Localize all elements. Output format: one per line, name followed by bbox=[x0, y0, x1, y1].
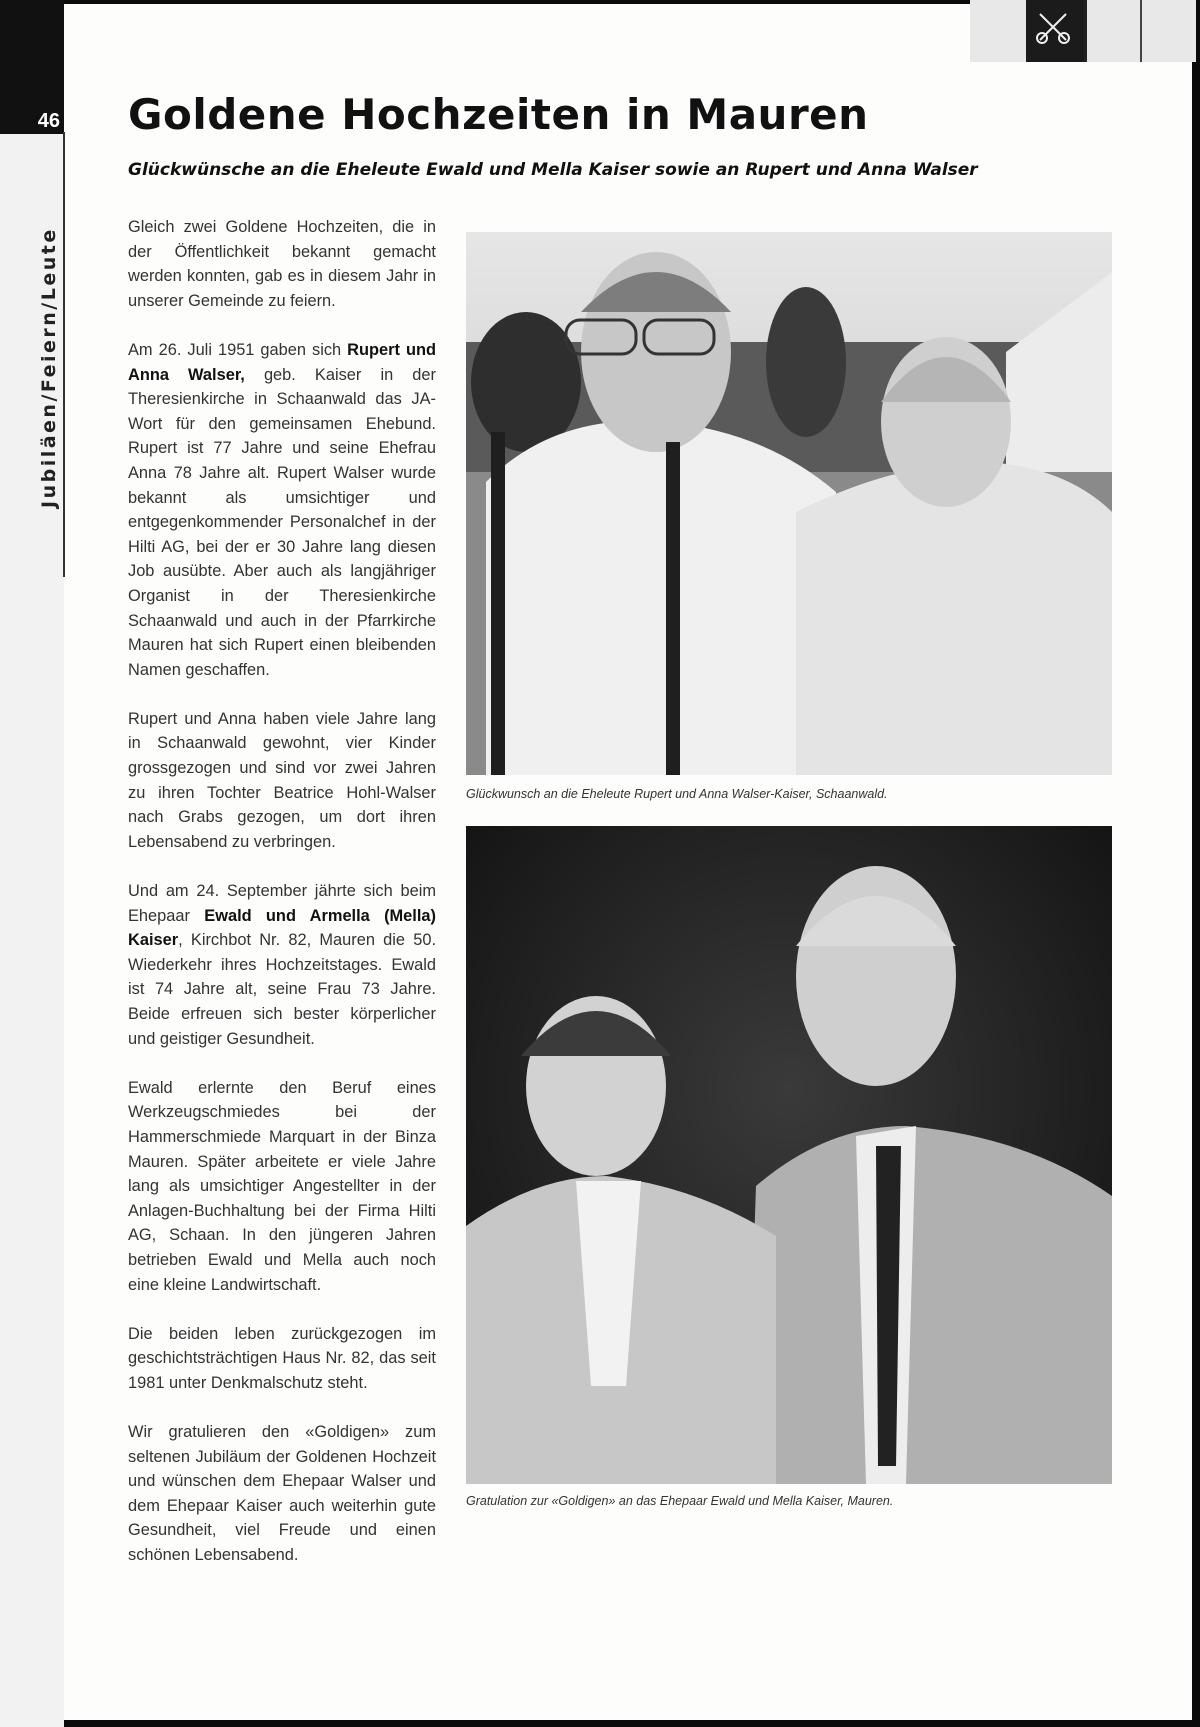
article-title: Goldene Hochzeiten in Mauren bbox=[128, 90, 869, 139]
article-subtitle: Glückwünsche an die Eheleute Ewald und Mella Kaiser sowie an Rupert und Anna Walser bbox=[128, 160, 978, 180]
paragraph: Die beiden leben zurückgezogen im geschichtsträchtigen Haus Nr. 82, das seit 1981 unter Denkmalschutz steht. bbox=[128, 1324, 436, 1392]
paragraph: Wir gratulieren den «Goldigen» zum seltenen Jubiläum der Goldenen Hochzeit und wünschen dem Ehepaar Walser und dem Ehepaar Kaiser auch weiterhin gute Gesundheit, viel Freude und einen schönen Lebensabend. bbox=[128, 1423, 436, 1565]
photo-caption: Gratulation zur «Goldigen» an das Ehepaar Ewald und Mella Kaiser, Mauren. bbox=[466, 1494, 894, 1508]
article-body bbox=[128, 215, 436, 1592]
photo-caption: Glückwunsch an die Eheleute Rupert und Anna Walser-Kaiser, Schaanwald. bbox=[466, 787, 888, 801]
paragraph: Ewald erlernte den Beruf eines Werkzeugschmiedes bei der Hammerschmiede Marquart in der Binza Mauren. Später arbeitete er viele Jahre lang als umsichtiger Angestellter in der Anlagen-Buchhaltung bei der Firma Hilti AG, Schaan. In den jüngeren Jahren betrieben Ewald und Mella auch noch eine kleine Landwirtschaft. bbox=[128, 1078, 436, 1294]
section-label: Jubiläen/Feiern/Leute bbox=[38, 227, 60, 508]
page-number: 46 bbox=[0, 108, 64, 134]
header-rule bbox=[1084, 0, 1087, 62]
paragraph: Gleich zwei Goldene Hochzeiten, die in der Öffentlichkeit bekannt gemacht werden konnten, gab es in diesem Jahr in unserer Gemeinde zu feiern. bbox=[128, 218, 436, 310]
header-rule bbox=[1140, 0, 1142, 62]
paragraph: Am 26. Juli 1951 gaben sich Rupert und Anna Walser, geb. Kaiser in der Theresienkirche in Schaanwald das JA-Wort für den gemeinsamen Ehebund. Rupert ist 77 Jahre und seine Ehefrau Anna 78 Jahre alt. Rupert Walser wurde bekannt als umsichtiger und entgegenkommender Personalchef in der Hilti AG, bei der er 30 Jahre lang diesen Job ausübte. Aber auch als langjähriger Organist in der Theresienkirche Schaanwald und auch in der Pfarrkirche Mauren hat sich Rupert einen bleibenden Namen geschaffen. bbox=[128, 340, 437, 679]
paragraph: Und am 24. September jährte sich beim Ehepaar Ewald und Armella (Mella) Kaiser, Kirchbot Nr. 82, Mauren die 50. Wiederkehr ihres Hochzeitstages. Ewald ist 74 Jahre alt, seine Frau 73 Jahre. Beide erfreuen sich bester körperlicher und geistiger Gesundheit. bbox=[128, 882, 436, 1048]
photo-kaiser-couple bbox=[466, 826, 1112, 1484]
photo-walser-couple bbox=[466, 232, 1112, 775]
paragraph: Rupert und Anna haben viele Jahre lang in Schaanwald gewohnt, vier Kinder grossgezogen und sind vor zwei Jahren zu ihren Tochter Beatrice Hohl-Walser nach Grabs gezogen, um dort ihren Lebensabend zu verbringen. bbox=[128, 709, 436, 851]
scissors-icon bbox=[1026, 0, 1084, 62]
section-rule bbox=[63, 132, 65, 577]
